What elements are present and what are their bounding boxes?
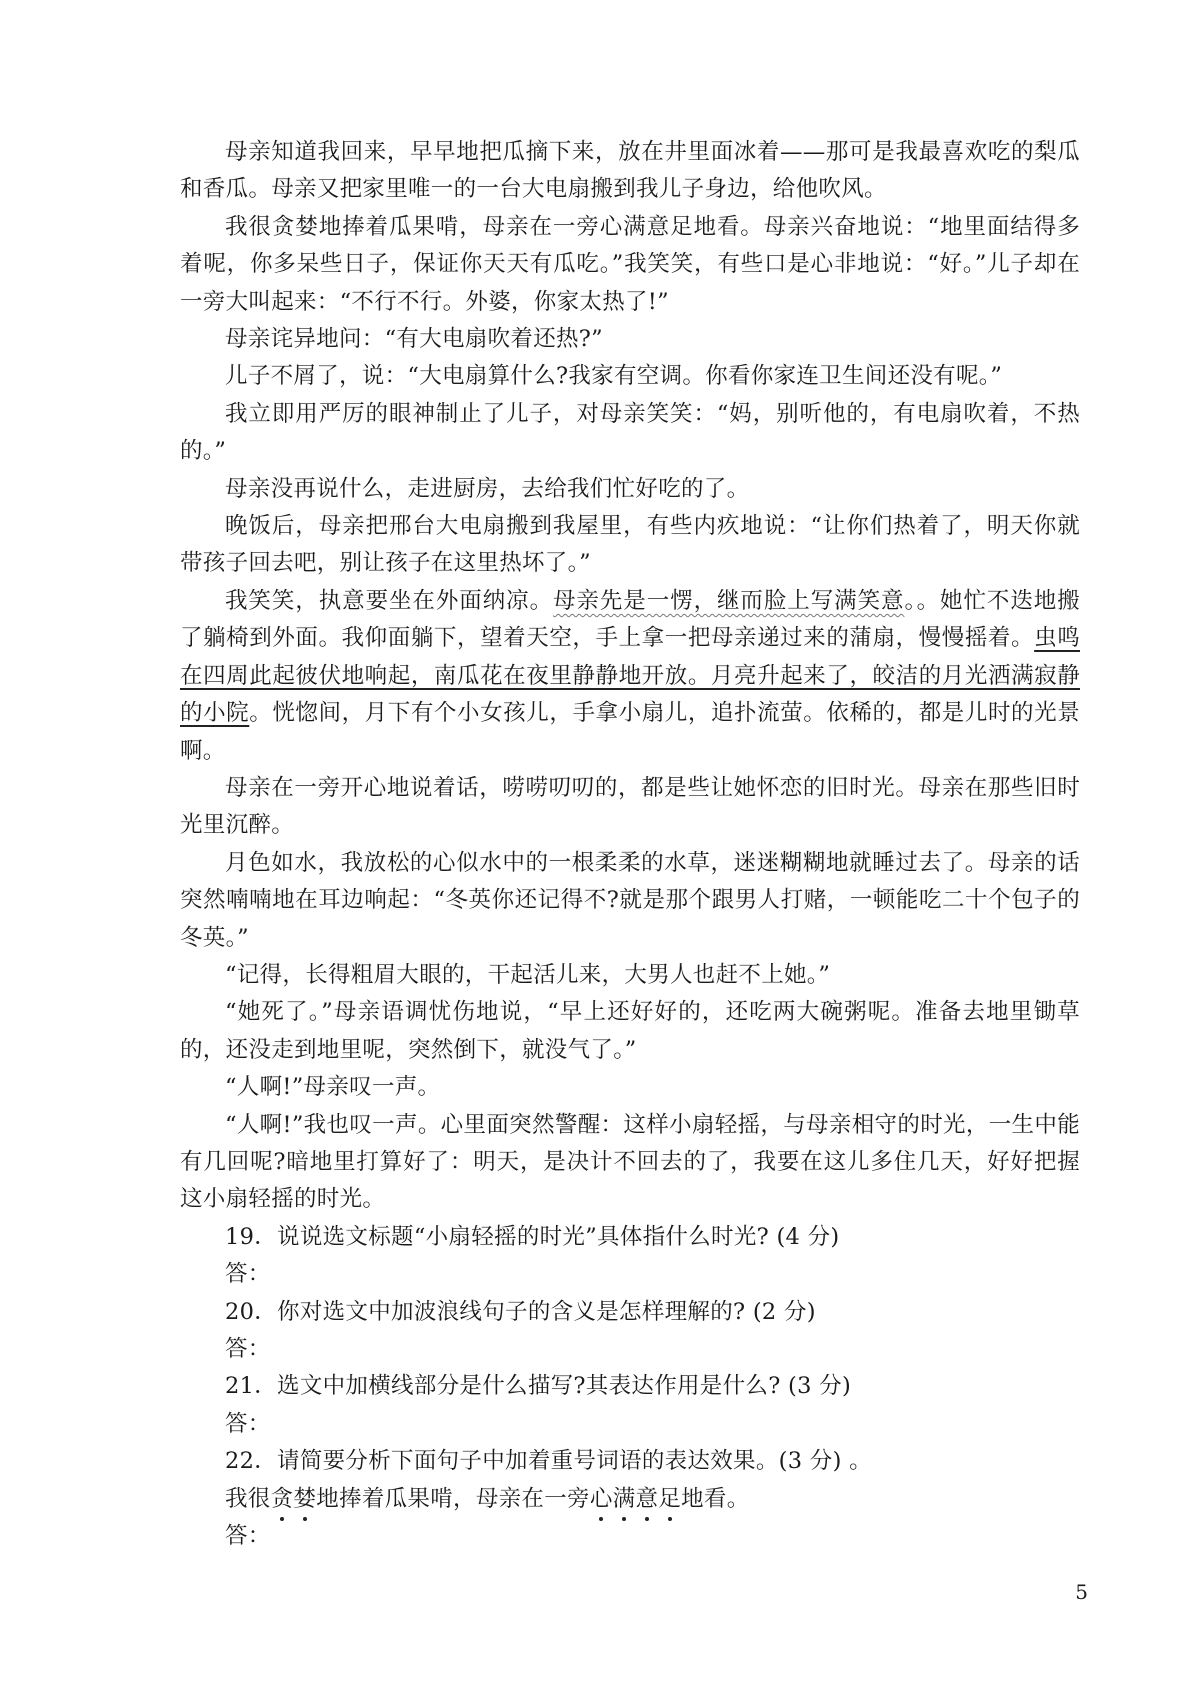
emphasis-char: 婪 xyxy=(293,1485,317,1512)
question-21: 21．选文中加横线部分是什么描写?其表达作用是什么? (3 分) xyxy=(225,1373,852,1400)
paragraph-12: “她死了。”母亲语调忧伤地说，“早上还好好的，还吃两大碗粥呢。准备去地里锄草的，还没走到地里呢，突然倒下，就没气了。” xyxy=(180,999,1080,1063)
emphasized-word-2 xyxy=(590,1486,681,1512)
answer-19: 答： xyxy=(225,1261,271,1288)
article-body xyxy=(180,134,1080,1555)
question-22-sentence xyxy=(180,1481,1080,1518)
paragraph-3: 母亲诧异地问：“有大电扇吹着还热?” xyxy=(225,326,603,353)
sentence-text-a: 我很 xyxy=(225,1485,271,1512)
paragraph-9: 母亲在一旁开心地说着话，唠唠叨叨的，都是些让她怀恋的旧时光。母亲在那些旧时光里沉醉。 xyxy=(180,774,1080,839)
paragraph-8-text-c: 。恍惚间，月下有个小女孩儿，手拿小扇儿，追扑流萤。依稀的，都是儿时的光景啊。 xyxy=(180,700,1080,764)
paragraph-13: “人啊!”母亲叹一声。 xyxy=(225,1074,441,1101)
answer-21: 答： xyxy=(225,1410,271,1437)
emphasis-char: 心 xyxy=(589,1485,613,1512)
emphasized-word-1 xyxy=(271,1486,317,1512)
paragraph-8-text-a: 我笑笑，执意要坐在外面纳凉。 xyxy=(225,587,553,614)
underlined-description: 虫鸣在四周此起彼伏地响起，南瓜花在夜里静静地开放。月亮升起来了，皎洁的月光洒满寂静的小院 xyxy=(180,625,1080,727)
paragraph-2: 我很贪婪地捧着瓜果啃，母亲在一旁心满意足地看。母亲兴奋地说：“地里面结得多着呢，你多呆些日子，保证你天天有瓜吃。”我笑笑，有些口是心非地说：“好。”儿子却在一旁大叫起来：“不行不行。外婆，你家太热了!” xyxy=(180,213,1080,315)
paragraph-10: 月色如水，我放松的心似水中的一根柔柔的水草，迷迷糊糊地就睡过去了。母亲的话突然喃喃地在耳边响起：“冬英你还记得不?就是那个跟男人打赌，一顿能吃二十个包子的冬英。” xyxy=(180,849,1080,951)
question-22: 22．请简要分析下面句子中加着重号词语的表达效果。(3 分) 。 xyxy=(225,1448,872,1475)
paragraph-8 xyxy=(180,583,1080,770)
paragraph-4: 儿子不屑了，说：“大电扇算什么?我家有空调。你看你家连卫生间还没有呢。” xyxy=(225,363,1003,390)
answer-22: 答： xyxy=(225,1523,271,1550)
wavy-underlined-sentence: 母亲先是一愣，继而脸上写满笑意 xyxy=(553,587,905,614)
paragraph-8-text-b: 。。她忙不迭地搬了躺椅到外面。我仰面躺下，望着天空，手上拿一把母亲递过来的蒲扇，慢慢摇着。 xyxy=(180,587,1080,652)
paragraph-7: 晚饭后，母亲把邢台大电扇搬到我屋里，有些内疚地说：“让你们热着了，明天你就带孩子回去吧，别让孩子在这里热坏了。” xyxy=(180,513,1080,577)
paragraph-6: 母亲没再说什么，走进厨房，去给我们忙好吃的了。 xyxy=(225,475,750,502)
answer-20: 答： xyxy=(225,1336,271,1362)
paragraph-5: 我立即用严厉的眼神制止了儿子，对母亲笑笑：“妈，别听他的，有电扇吹着，不热的。” xyxy=(180,400,1080,465)
page-number: 5 xyxy=(1075,1580,1088,1604)
paragraph-14: “人啊!”我也叹一声。心里面突然警醒：这样小扇轻摇，与母亲相守的时光，一生中能有几回呢?暗地里打算好了：明天，是决计不回去的了，我要在这儿多住几天，好好把握这小扇轻摇的时光。 xyxy=(180,1111,1080,1213)
paragraph-1: 母亲知道我回来，早早地把瓜摘下来，放在井里面冰着——那可是我最喜欢吃的梨瓜和香瓜。母亲又把家里唯一的一台大电扇搬到我儿子身边，给他吹风。 xyxy=(180,139,1080,203)
question-19: 19．说说选文标题“小扇轻摇的时光”具体指什么时光? (4 分) xyxy=(225,1223,840,1250)
emphasis-char: 足 xyxy=(658,1485,682,1512)
paragraph-11: “记得，长得粗眉大眼的，干起活儿来，大男人也赶不上她。” xyxy=(225,961,831,988)
emphasis-char: 贪 xyxy=(270,1485,294,1512)
emphasis-char: 满 xyxy=(612,1485,636,1512)
emphasis-char: 意 xyxy=(635,1485,659,1512)
question-20: 20．你对选文中加波浪线句子的含义是怎样理解的? (2 分) xyxy=(225,1298,816,1325)
sentence-text-b: 地捧着瓜果啃，母亲在一旁 xyxy=(316,1485,590,1512)
sentence-text-c: 地看。 xyxy=(681,1485,750,1512)
